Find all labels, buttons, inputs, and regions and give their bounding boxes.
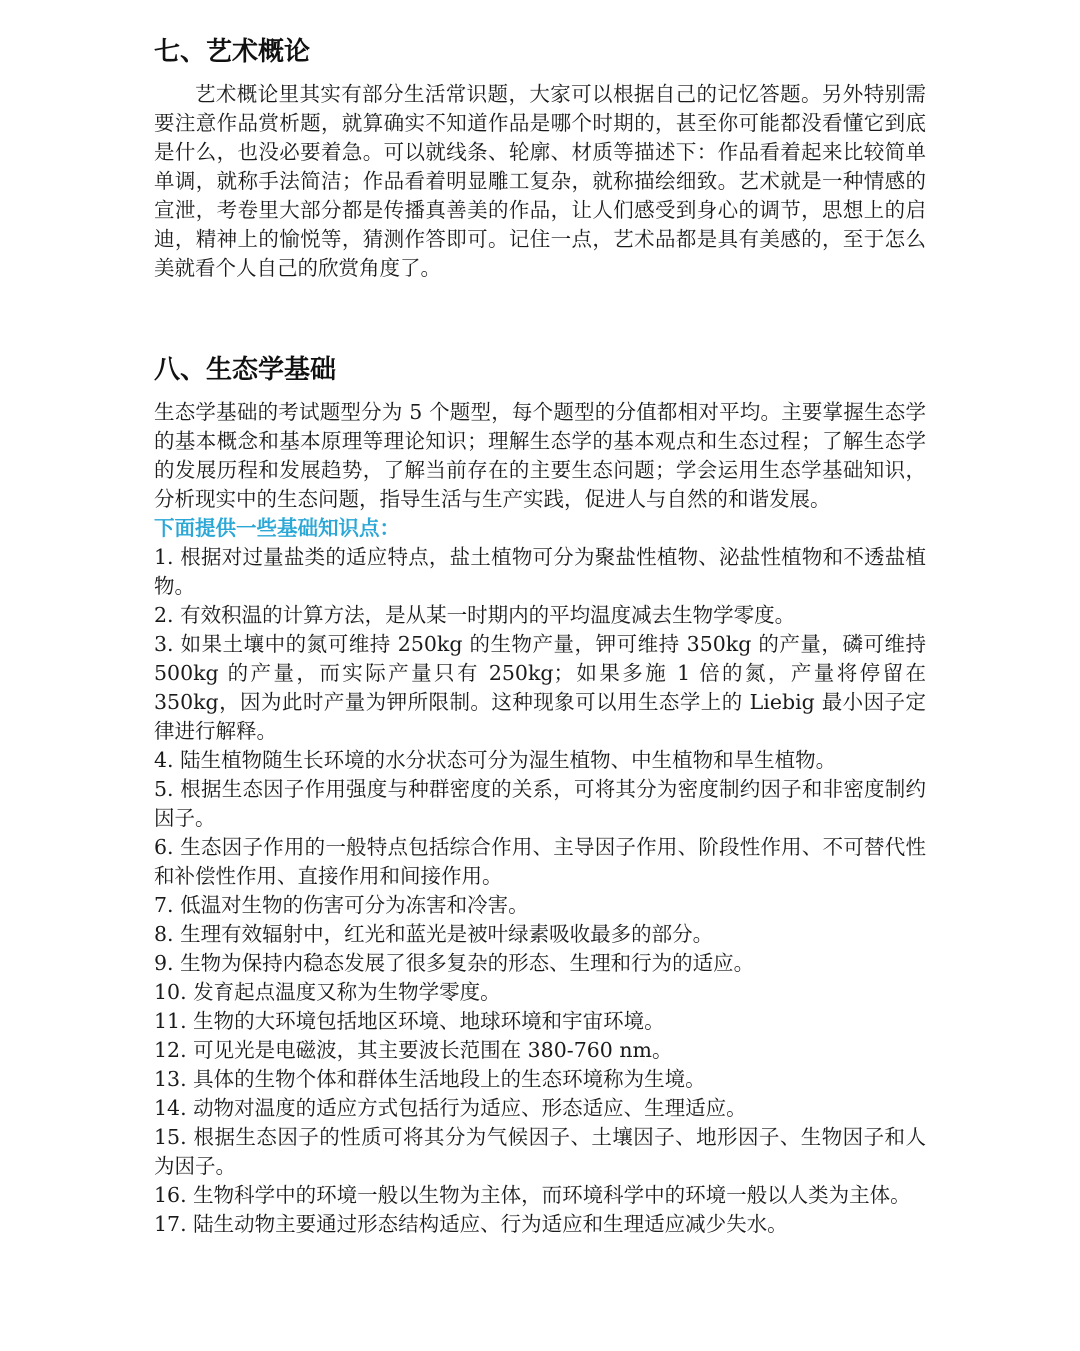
section-7-body — [154, 80, 926, 283]
section-8-title: 八、生态学基础 — [154, 355, 337, 385]
knowledge-point: 7. 低温对生物的伤害可分为冻害和冷害。 — [154, 893, 529, 917]
knowledge-point: 9. 生物为保持内稳态发展了很多复杂的形态、生理和行为的适应。 — [154, 951, 755, 975]
knowledge-point: 11. 生物的大环境包括地区环境、地球环境和宇宙环境。 — [154, 1009, 665, 1033]
knowledge-point: 8. 生理有效辐射中，红光和蓝光是被叶绿素吸收最多的部分。 — [154, 922, 714, 946]
section-7-paragraph: 艺术概论里其实有部分生活常识题，大家可以根据自己的记忆答题。另外特别需要注意作品赏析题，就算确实不知道作品是哪个时期的，甚至你可能都没看懂它到底是什么，也没必要着急。可以就线条、轮廓、材质等描述下：作品看着起来比较简单单调，就称手法简洁；作品看着明显雕工复杂，就称描绘细致。艺术就是一种情感的宣泄，考卷里大部分都是传播真善美的作品，让人们感受到身心的调节，思想上的启迪，精神上的愉悦等，猜测作答即可。记住一点，艺术品都是具有美感的，至于怎么美就看个人自己的欣赏角度了。 — [154, 82, 926, 280]
knowledge-point: 2. 有效积温的计算方法，是从某一时期内的平均温度减去生物学零度。 — [154, 603, 796, 627]
knowledge-point: 5. 根据生态因子作用强度与种群密度的关系，可将其分为密度制约因子和非密度制约因子。 — [154, 777, 926, 830]
knowledge-point: 6. 生态因子作用的一般特点包括综合作用、主导因子作用、阶段性作用、不可替代性和补偿性作用、直接作用和间接作用。 — [154, 835, 926, 888]
section-8-paragraph: 生态学基础的考试题型分为 5 个题型，每个题型的分值都相对平均。主要掌握生态学的基本概念和基本原理等理论知识；理解生态学的基本观点和生态过程；了解生态学的发展历程和发展趋势，了解当前存在的主要生态问题；学会运用生态学基础知识，分析现实中的生态问题，指导生活与生产实践，促进人与自然的和谐发展。 — [154, 400, 926, 511]
knowledge-point: 14. 动物对温度的适应方式包括行为适应、形态适应、生理适应。 — [154, 1096, 747, 1120]
knowledge-points-subtitle: 下面提供一些基础知识点： — [154, 516, 400, 540]
knowledge-points-list — [154, 543, 926, 1239]
knowledge-point: 16. 生物科学中的环境一般以生物为主体，而环境科学中的环境一般以人类为主体。 — [154, 1183, 911, 1207]
section-8-body — [154, 398, 926, 1239]
section-7-title: 七、艺术概论 — [154, 37, 311, 67]
knowledge-point: 10. 发育起点温度又称为生物学零度。 — [154, 980, 501, 1004]
knowledge-point: 1. 根据对过量盐类的适应特点，盐土植物可分为聚盐性植物、泌盐性植物和不透盐植物。 — [154, 545, 926, 598]
knowledge-point: 17. 陆生动物主要通过形态结构适应、行为适应和生理适应减少失水。 — [154, 1212, 788, 1236]
knowledge-point: 3. 如果土壤中的氮可维持 250kg 的生物产量，钾可维持 350kg 的产量，磷可维持 500kg 的产量，而实际产量只有 250kg；如果多施 1 倍的氮，产量将停留在 350kg，因为此时产量为钾所限制。这种现象可以用生态学上的 Liebig 最小因子定律进行解释。 — [154, 632, 926, 743]
knowledge-point: 4. 陆生植物随生长环境的水分状态可分为湿生植物、中生植物和旱生植物。 — [154, 748, 837, 772]
knowledge-point: 13. 具体的生物个体和群体生活地段上的生态环境称为生境。 — [154, 1067, 706, 1091]
knowledge-point: 12. 可见光是电磁波，其主要波长范围在 380-760 nm。 — [154, 1038, 673, 1062]
knowledge-point: 15. 根据生态因子的性质可将其分为气候因子、土壤因子、地形因子、生物因子和人为因子。 — [154, 1125, 926, 1178]
